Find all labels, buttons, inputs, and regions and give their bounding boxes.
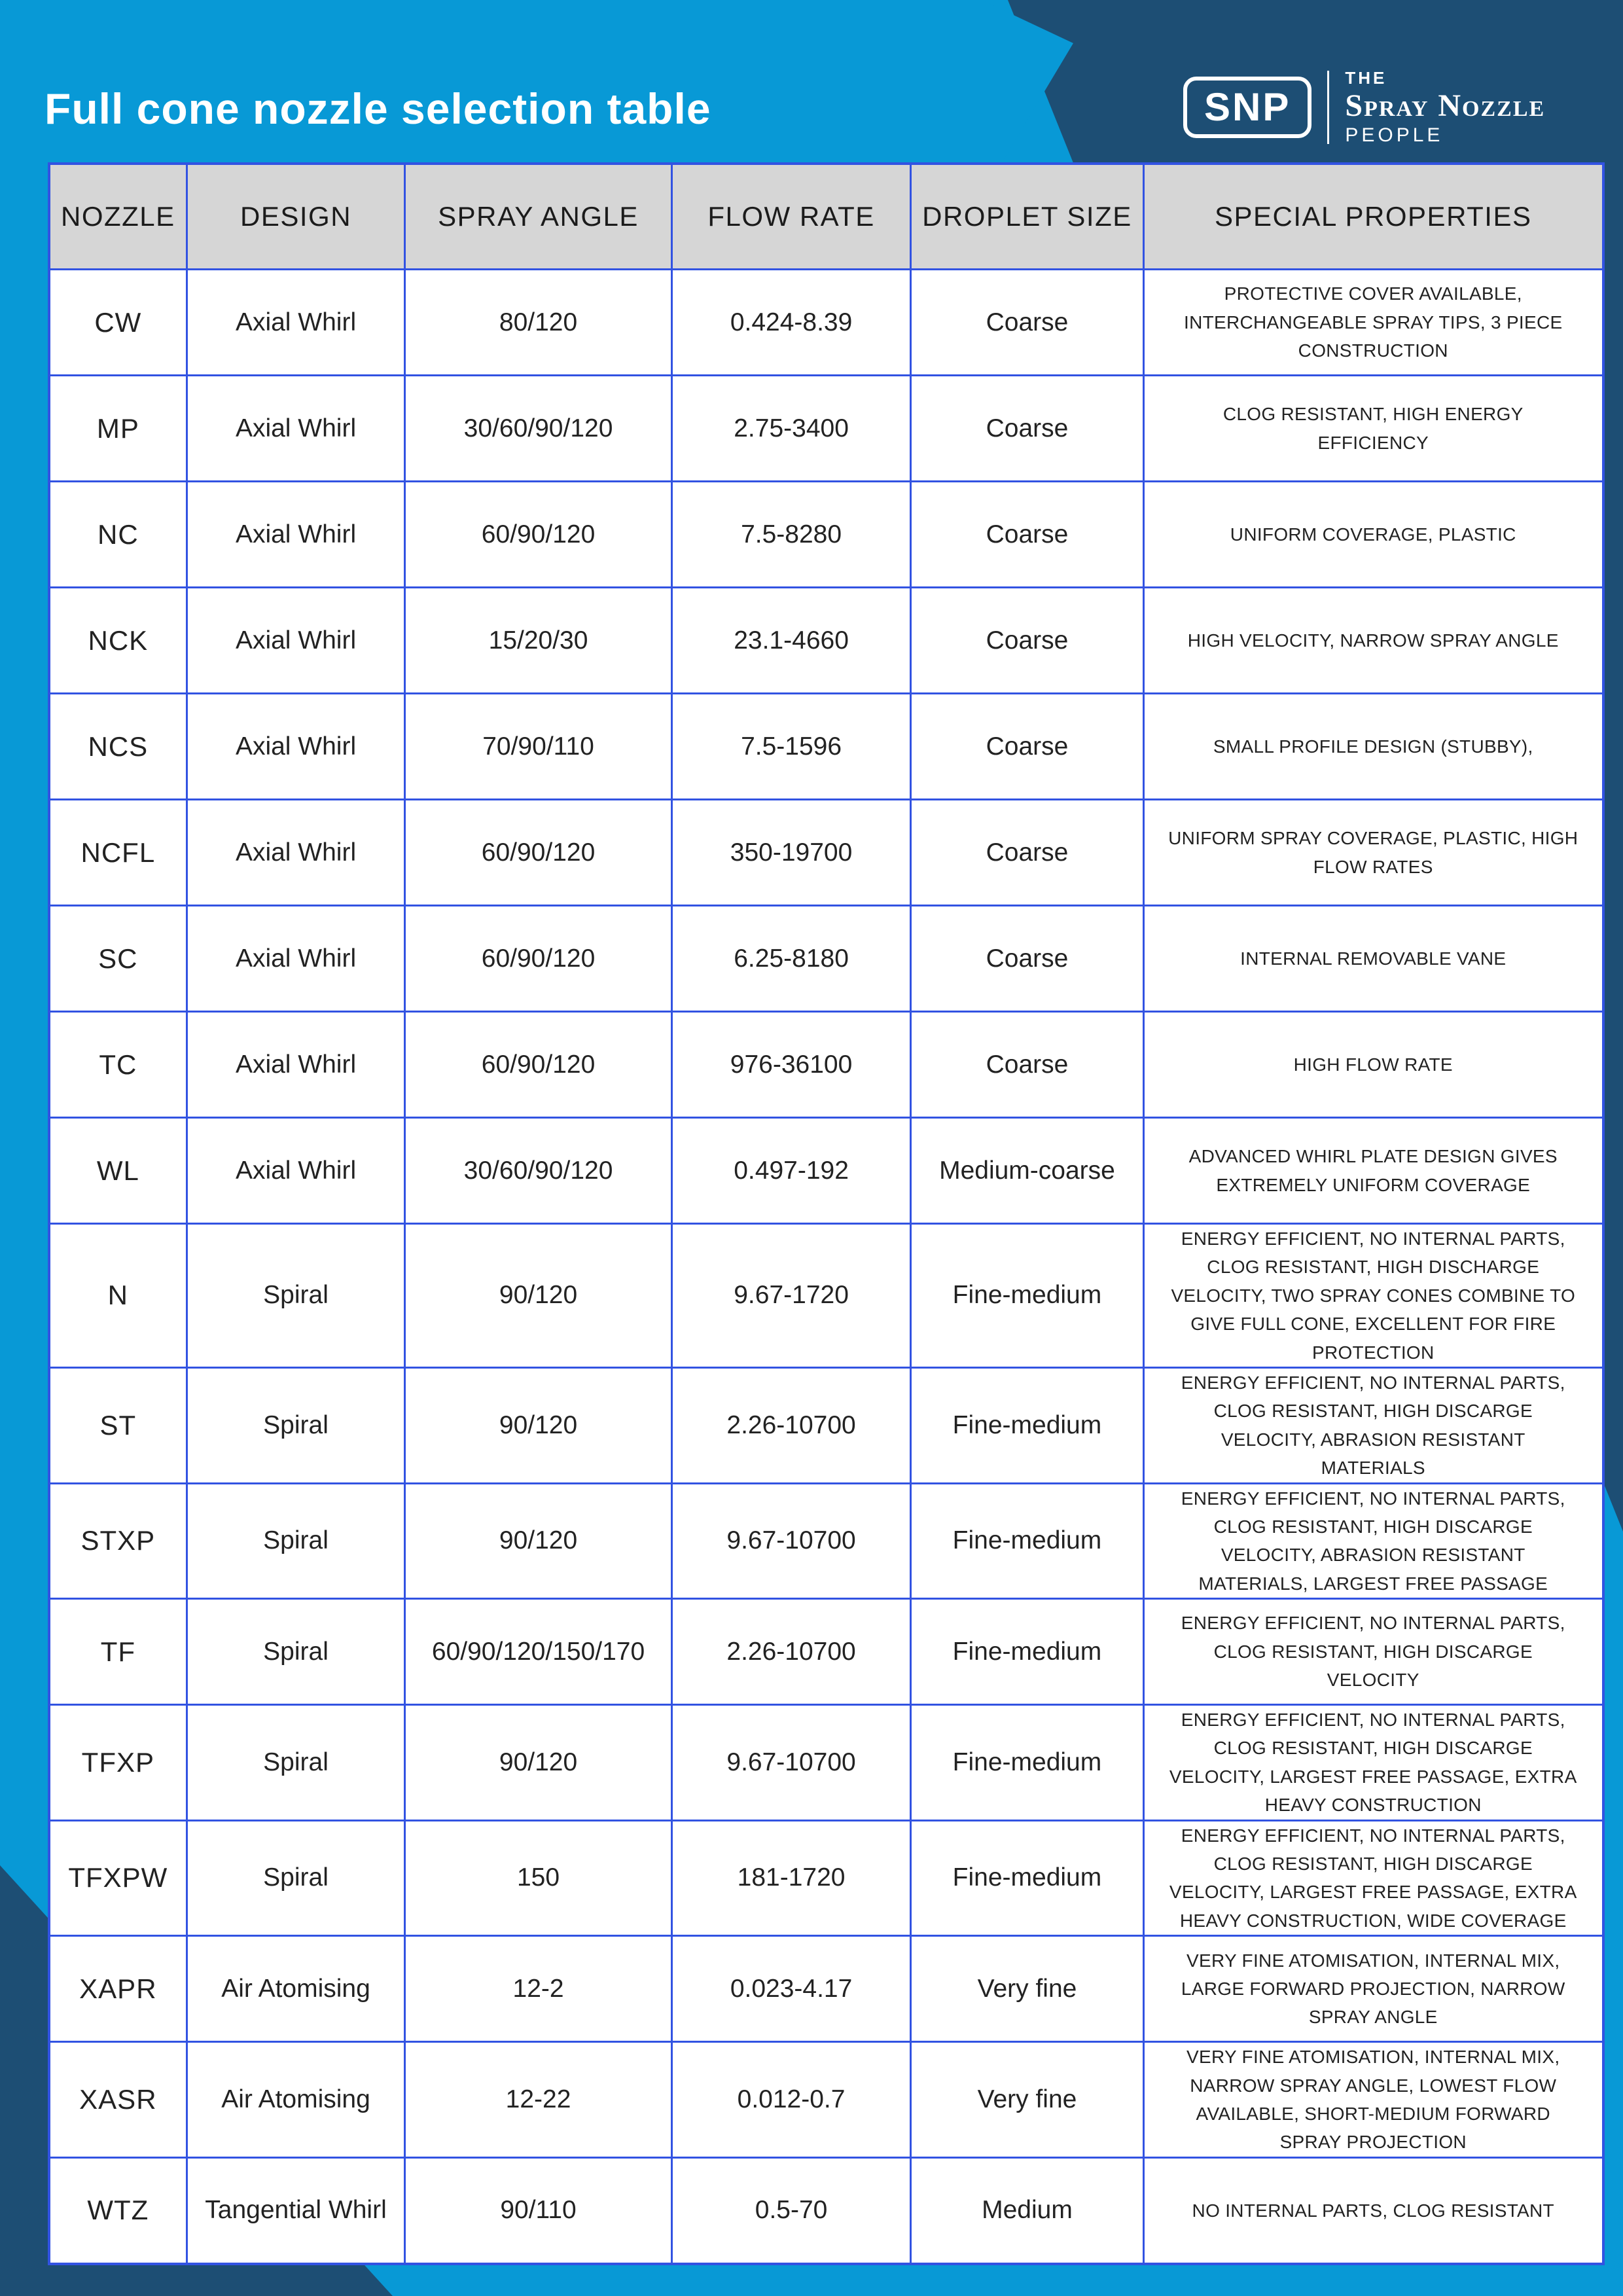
table-cell: WTZ	[49, 2157, 187, 2264]
table-cell: Axial Whirl	[187, 694, 405, 800]
logo-text	[1345, 69, 1545, 145]
snp-logo-box: SNP	[1183, 77, 1311, 138]
table-cell: NCFL	[49, 800, 187, 906]
table-cell: ENERGY EFFICIENT, NO INTERNAL PARTS, CLOG RESISTANT, HIGH DISCARGE VELOCITY	[1143, 1599, 1603, 1705]
table-cell: Axial Whirl	[187, 588, 405, 694]
table-cell: Spiral	[187, 1599, 405, 1705]
table-cell: UNIFORM COVERAGE, PLASTIC	[1143, 482, 1603, 588]
table-cell: Spiral	[187, 1483, 405, 1599]
table-cell: Coarse	[911, 694, 1143, 800]
table-cell: 0.5-70	[671, 2157, 911, 2264]
column-header: DROPLET SIZE	[911, 164, 1143, 270]
column-header: FLOW RATE	[671, 164, 911, 270]
logo-line-the: THE	[1345, 68, 1387, 88]
table-cell: Spiral	[187, 1367, 405, 1483]
column-header: SPRAY ANGLE	[405, 164, 671, 270]
nozzle-selection-table	[48, 162, 1605, 2265]
table-cell: CLOG RESISTANT, HIGH ENERGY EFFICIENCY	[1143, 376, 1603, 482]
table-cell: 70/90/110	[405, 694, 671, 800]
table-cell: Spiral	[187, 1705, 405, 1821]
column-header: SPECIAL PROPERTIES	[1143, 164, 1603, 270]
table-cell: 2.26-10700	[671, 1367, 911, 1483]
table-cell: 60/90/120	[405, 1012, 671, 1118]
table-cell: Very fine	[911, 2042, 1143, 2158]
table-cell: HIGH FLOW RATE	[1143, 1012, 1603, 1118]
table-cell: NCK	[49, 588, 187, 694]
table-row	[49, 270, 1603, 376]
table-cell: NCS	[49, 694, 187, 800]
table-cell: ENERGY EFFICIENT, NO INTERNAL PARTS, CLOG RESISTANT, HIGH DISCARGE VELOCITY, ABRASION RESISTANT MATERIALS, LARGEST FREE PASSAGE	[1143, 1483, 1603, 1599]
table-cell: 15/20/30	[405, 588, 671, 694]
table-cell: Fine-medium	[911, 1483, 1143, 1599]
table-cell: Axial Whirl	[187, 376, 405, 482]
table-cell: Axial Whirl	[187, 482, 405, 588]
table-cell: Fine-medium	[911, 1820, 1143, 1936]
table-cell: 150	[405, 1820, 671, 1936]
table-cell: 9.67-10700	[671, 1483, 911, 1599]
column-header: NOZZLE	[49, 164, 187, 270]
table-cell: 0.012-0.7	[671, 2042, 911, 2158]
table-cell: ENERGY EFFICIENT, NO INTERNAL PARTS, CLOG RESISTANT, HIGH DISCARGE VELOCITY, ABRASION RESISTANT MATERIALS	[1143, 1367, 1603, 1483]
table-cell: ADVANCED WHIRL PLATE DESIGN GIVES EXTREMELY UNIFORM COVERAGE	[1143, 1118, 1603, 1224]
table-cell: 9.67-1720	[671, 1224, 911, 1368]
table-cell: Coarse	[911, 588, 1143, 694]
table-cell: Axial Whirl	[187, 800, 405, 906]
table-row	[49, 800, 1603, 906]
table-cell: Spiral	[187, 1224, 405, 1368]
table-cell: Air Atomising	[187, 1936, 405, 2042]
table-cell: Medium	[911, 2157, 1143, 2264]
table-cell: 0.424-8.39	[671, 270, 911, 376]
table-cell: 7.5-1596	[671, 694, 911, 800]
table-cell: 0.497-192	[671, 1118, 911, 1224]
table-row	[49, 1118, 1603, 1224]
table-cell: CW	[49, 270, 187, 376]
table-cell: Medium-coarse	[911, 1118, 1143, 1224]
table-cell: 12-22	[405, 2042, 671, 2158]
table-row	[49, 1367, 1603, 1483]
table-row	[49, 1483, 1603, 1599]
table-cell: 90/120	[405, 1224, 671, 1368]
table-cell: 350-19700	[671, 800, 911, 906]
table-cell: Fine-medium	[911, 1367, 1143, 1483]
table-row	[49, 2042, 1603, 2158]
table-cell: ENERGY EFFICIENT, NO INTERNAL PARTS, CLOG RESISTANT, HIGH DISCHARGE VELOCITY, TWO SPRAY CONES COMBINE TO GIVE FULL CONE, EXCELLENT FOR FIRE PROTECTION	[1143, 1224, 1603, 1368]
table-cell: NC	[49, 482, 187, 588]
table-cell: 9.67-10700	[671, 1705, 911, 1821]
table-cell: Axial Whirl	[187, 906, 405, 1012]
table-row	[49, 376, 1603, 482]
column-header: DESIGN	[187, 164, 405, 270]
table-cell: Spiral	[187, 1820, 405, 1936]
table-cell: 30/60/90/120	[405, 1118, 671, 1224]
table-cell: 30/60/90/120	[405, 376, 671, 482]
table-cell: SC	[49, 906, 187, 1012]
table-cell: Axial Whirl	[187, 270, 405, 376]
table-row	[49, 694, 1603, 800]
table-row	[49, 588, 1603, 694]
table-cell: ENERGY EFFICIENT, NO INTERNAL PARTS, CLOG RESISTANT, HIGH DISCARGE VELOCITY, LARGEST FREE PASSAGE, EXTRA HEAVY CONSTRUCTION, WIDE COVERAGE	[1143, 1820, 1603, 1936]
table-cell: Axial Whirl	[187, 1118, 405, 1224]
table-cell: STXP	[49, 1483, 187, 1599]
table-cell: XAPR	[49, 1936, 187, 2042]
table-cell: 90/110	[405, 2157, 671, 2264]
logo-line-spray-nozzle: Spray Nozzle	[1345, 88, 1546, 123]
logo-line-people: PEOPLE	[1345, 124, 1444, 146]
table-cell: 181-1720	[671, 1820, 911, 1936]
table-cell: NO INTERNAL PARTS, CLOG RESISTANT	[1143, 2157, 1603, 2264]
table-cell: Tangential Whirl	[187, 2157, 405, 2264]
table-row	[49, 906, 1603, 1012]
table-cell: 976-36100	[671, 1012, 911, 1118]
table-cell: 60/90/120/150/170	[405, 1599, 671, 1705]
table-cell: INTERNAL REMOVABLE VANE	[1143, 906, 1603, 1012]
table-cell: Air Atomising	[187, 2042, 405, 2158]
table-cell: VERY FINE ATOMISATION, INTERNAL MIX, LARGE FORWARD PROJECTION, NARROW SPRAY ANGLE	[1143, 1936, 1603, 2042]
table-cell: WL	[49, 1118, 187, 1224]
table-cell: ENERGY EFFICIENT, NO INTERNAL PARTS, CLOG RESISTANT, HIGH DISCARGE VELOCITY, LARGEST FREE PASSAGE, EXTRA HEAVY CONSTRUCTION	[1143, 1705, 1603, 1821]
table-cell: 6.25-8180	[671, 906, 911, 1012]
table-row	[49, 1936, 1603, 2042]
table-cell: Coarse	[911, 482, 1143, 588]
table-cell: SMALL PROFILE DESIGN (STUBBY),	[1143, 694, 1603, 800]
table-row	[49, 1224, 1603, 1368]
table-cell: Fine-medium	[911, 1705, 1143, 1821]
logo-divider	[1327, 71, 1329, 144]
table-cell: Coarse	[911, 906, 1143, 1012]
table-row	[49, 2157, 1603, 2264]
table-cell: 90/120	[405, 1367, 671, 1483]
table-cell: Coarse	[911, 800, 1143, 906]
page-title: Full cone nozzle selection table	[45, 84, 711, 134]
table-row	[49, 482, 1603, 588]
table-row	[49, 1705, 1603, 1821]
snp-logo	[1183, 69, 1545, 145]
table-cell: 0.023-4.17	[671, 1936, 911, 2042]
table-cell: 60/90/120	[405, 482, 671, 588]
table-cell: 90/120	[405, 1483, 671, 1599]
table-cell: 60/90/120	[405, 800, 671, 906]
table-cell: UNIFORM SPRAY COVERAGE, PLASTIC, HIGH FLOW RATES	[1143, 800, 1603, 906]
table-row	[49, 1820, 1603, 1936]
table-cell: N	[49, 1224, 187, 1368]
table-cell: XASR	[49, 2042, 187, 2158]
table-header-row	[49, 164, 1603, 270]
table-row	[49, 1599, 1603, 1705]
table-cell: MP	[49, 376, 187, 482]
table-header-row	[49, 164, 1603, 270]
table-cell: 7.5-8280	[671, 482, 911, 588]
table-cell: TFXP	[49, 1705, 187, 1821]
table-cell: HIGH VELOCITY, NARROW SPRAY ANGLE	[1143, 588, 1603, 694]
table-cell: Axial Whirl	[187, 1012, 405, 1118]
table-cell: Fine-medium	[911, 1224, 1143, 1368]
table-cell: 60/90/120	[405, 906, 671, 1012]
table-cell: VERY FINE ATOMISATION, INTERNAL MIX, NARROW SPRAY ANGLE, LOWEST FLOW AVAILABLE, SHORT-MEDIUM FORWARD SPRAY PROJECTION	[1143, 2042, 1603, 2158]
table-cell: 90/120	[405, 1705, 671, 1821]
table-cell: PROTECTIVE COVER AVAILABLE, INTERCHANGEABLE SPRAY TIPS, 3 PIECE CONSTRUCTION	[1143, 270, 1603, 376]
table-cell: ST	[49, 1367, 187, 1483]
table-cell: TFXPW	[49, 1820, 187, 1936]
table-cell: 80/120	[405, 270, 671, 376]
table-cell: 2.26-10700	[671, 1599, 911, 1705]
table-cell: TF	[49, 1599, 187, 1705]
table-cell: Coarse	[911, 1012, 1143, 1118]
table-cell: TC	[49, 1012, 187, 1118]
table-cell: Very fine	[911, 1936, 1143, 2042]
table-cell: 23.1-4660	[671, 588, 911, 694]
table-cell: 12-2	[405, 1936, 671, 2042]
table-cell: Coarse	[911, 376, 1143, 482]
table-cell: Coarse	[911, 270, 1143, 376]
table-body	[49, 270, 1603, 2264]
table-row	[49, 1012, 1603, 1118]
table-cell: Fine-medium	[911, 1599, 1143, 1705]
table-cell: 2.75-3400	[671, 376, 911, 482]
